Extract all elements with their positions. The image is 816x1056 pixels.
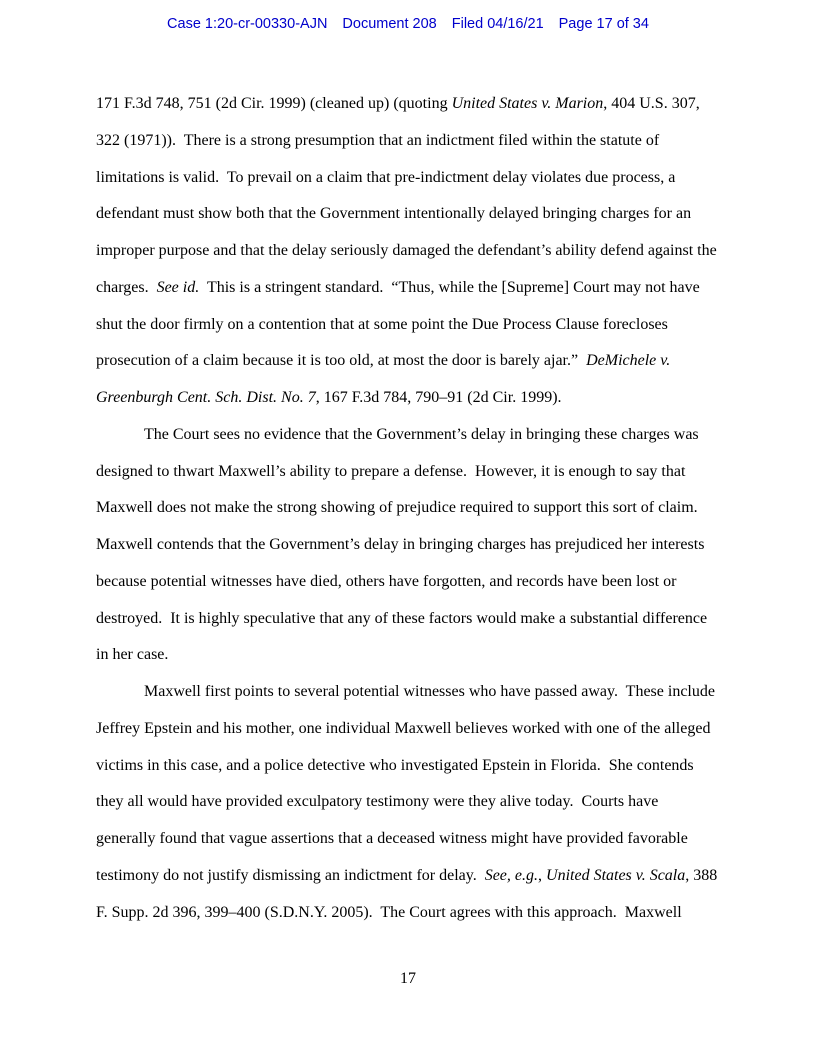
body-run-text: Maxwell first points to several potential witnesses who have passed away. These include Jeffrey Epstein and his mother, one individual Maxwell believes worked with one of the alleged victims in this case, and a police detective who investigated Epstein in Florida. She contends they all would have provided exculpatory testimony were they alive today. Courts have generally found that vague assertions that a deceased witness might have provided favorable testimony do not justify dismissing an indictment for delay. [96,683,719,884]
ecf-header-stamp [0,16,816,32]
body-run-text: 171 F.3d 748, 751 (2d Cir. 1999) (cleaned up) (quoting [96,95,452,112]
body-run-text: The Court sees no evidence that the Government’s delay in bringing these charges was designed to thwart Maxwell’s ability to prepare a defense. However, it is enough to say that Maxwell does not make the strong showing of prejudice required to support this sort of claim. Maxwell contends that the Government’s delay in bringing charges has prejudiced her interests because potential witnesses have died, others have forgotten, and records have been lost or destroyed. It is highly speculative that any of these factors would make a substantial difference in her case. [96,425,712,664]
citation-italic-text: United States v. Scala [546,866,686,884]
ecf-page-indicator: Page 17 of 34 [558,16,649,32]
ecf-filed-date: Filed 04/16/21 [451,16,544,32]
body-run-text: , 404 U.S. 307, 322 (1971)). There is a strong presumption that an indictment filed within the statute of limitations is valid. To prevail on a claim that pre-indictment delay violates due process, a defendant must show both that the Government intentionally delayed bringing charges for an improper purpose and that the delay seriously damaged the defendant’s ability defend against the charges. [96,95,721,296]
citation-italic-text: United States v. Marion [451,95,604,112]
body-paragraph [96,674,720,931]
body-run-text: , 167 F.3d 784, 790–91 (2d Cir. 1999). [315,389,562,406]
ecf-case-number: Case 1:20-cr-00330-AJN [167,16,328,32]
body-paragraph [96,86,720,417]
ecf-document-number: Document 208 [342,16,437,32]
body-run-text: , [538,866,547,884]
body-run-text: This is a stringent standard. “Thus, while the [Supreme] Court may not have shut the door firmly on a contention that at some point the Due Process Clause forecloses prosecution of a claim because it is too old, at most the door is barely ajar.” [96,278,704,370]
document-body [96,86,720,931]
body-run-text: , 388 F. Supp. 2d 396, 399–400 (S.D.N.Y. 2005). The Court agrees with this approach. Maxwell [96,866,722,921]
citation-italic-text: See id. [156,278,200,296]
citation-italic-text: See, e.g. [484,866,539,884]
citation-italic-text: DeMichele v. Greenburgh Cent. Sch. Dist. No. 7 [96,352,675,406]
body-paragraph [96,417,720,674]
page-number: 17 [400,970,416,987]
